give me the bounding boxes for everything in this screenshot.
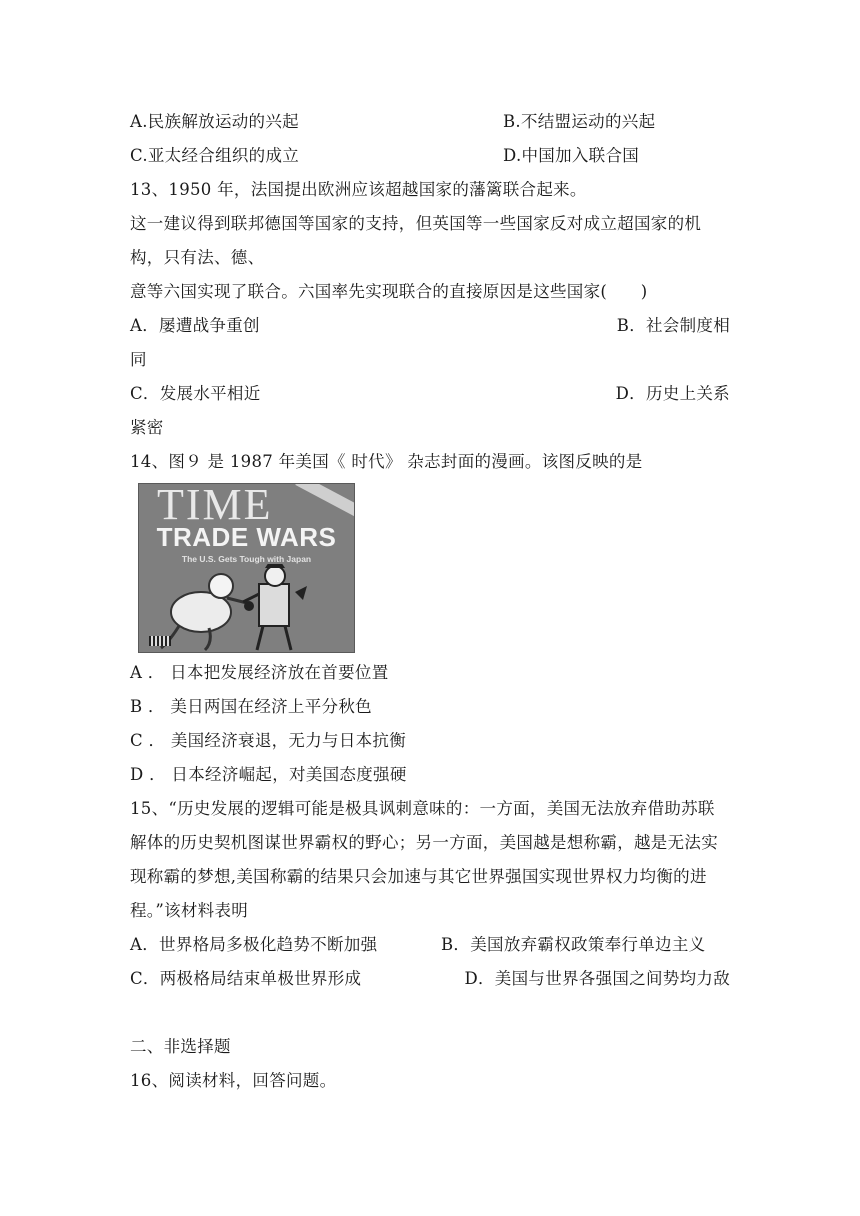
cover-headline: TRADE WARS: [156, 522, 337, 552]
q12-option-b: B.不结盟运动的兴起: [503, 112, 656, 131]
q14-option-a: A ． 日本把发展经济放在首要位置: [130, 663, 389, 682]
cover-subheadline: The U.S. Gets Tough with Japan: [181, 554, 312, 564]
q13-stem-line2: 这一建议得到联邦德国等国家的支持，但英国等一些国家反对成立超国家的机: [130, 214, 702, 233]
q15-option-a: A．世界格局多极化趋势不断加强: [130, 935, 378, 954]
q15-stem-line2: 解体的历史契机图谋世界霸权的野心；另一方面，美国越是想称霸，越是无法实: [130, 833, 718, 852]
q13-option-a: A．屡遭战争重创: [130, 316, 260, 335]
q14-option-c: C ． 美国经济衰退，无力与日本抗衡: [130, 731, 407, 750]
q16-stem: 16、阅读材料，回答问题。: [130, 1071, 337, 1090]
q13-option-c: C．发展水平相近: [130, 384, 261, 403]
q15-stem-line3: 现称霸的梦想,美国称霸的结果只会加速与其它世界强国实现世界权力均衡的进: [130, 867, 707, 886]
q13-option-b-wrap: 同: [130, 350, 147, 369]
q13-stem-line4: 意等六国实现了联合。六国率先实现联合的直接原因是这些国家( ): [130, 282, 648, 301]
q15-stem-line1: 15、“历史发展的逻辑可能是极具讽刺意味的：一方面，美国无法放弃借助苏联: [130, 799, 715, 818]
q13-option-b: B．社会制度相: [616, 316, 730, 335]
q13-stem-line1: 13、1950 年，法国提出欧洲应该超越国家的藩篱联合起来。: [130, 180, 587, 199]
q15-option-d: D．美国与世界各强国之间势均力敌: [464, 969, 730, 988]
q15-option-c: C．两极格局结束单极世界形成: [130, 969, 362, 988]
cover-barcode: [149, 636, 171, 646]
q12-option-a: A.民族解放运动的兴起: [130, 112, 299, 131]
q13-option-d-wrap: 紧密: [130, 418, 164, 437]
q13-option-d: D．历史上关系: [615, 384, 730, 403]
section-heading: 二、非选择题: [130, 1037, 231, 1056]
q13-stem-line3: 构，只有法、德、: [130, 248, 265, 267]
q14-option-b: B ． 美日两国在经济上平分秋色: [130, 697, 372, 716]
q15-stem-line4: 程。”该材料表明: [130, 901, 249, 920]
q12-option-d: D.中国加入联合国: [503, 146, 640, 165]
q14-stem: 14、图９ 是 1987 年美国《 时代》 杂志封面的漫画。该图反映的是: [130, 452, 643, 471]
q15-option-b: B．美国放弃霸权政策奉行单边主义: [441, 935, 706, 954]
q14-option-d: D ． 日本经济崛起，对美国态度强硬: [130, 765, 407, 784]
time-magazine-cover-figure: [138, 483, 355, 653]
cover-masthead: TIME: [157, 483, 273, 529]
cartoon-illustration: [139, 564, 354, 652]
q12-option-c: C.亚太经合组织的成立: [130, 146, 300, 165]
